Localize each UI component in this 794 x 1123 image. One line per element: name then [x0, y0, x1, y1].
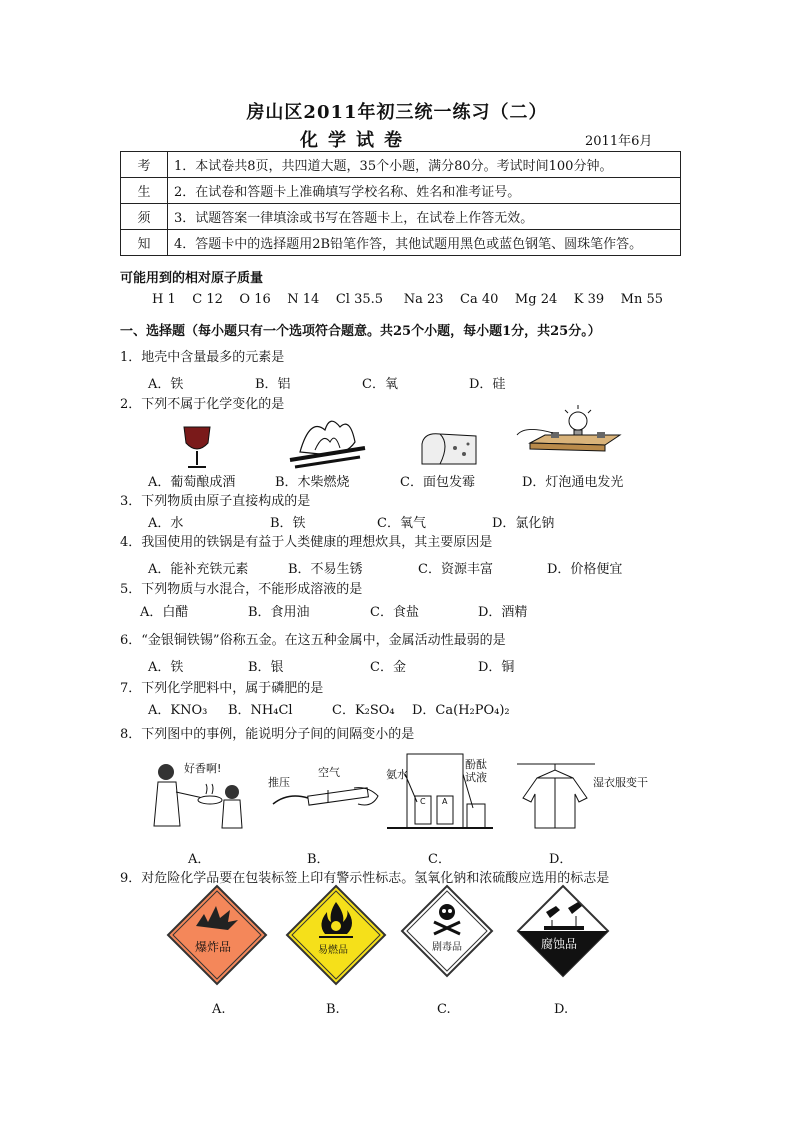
ammonia-text: 氨水: [386, 768, 408, 781]
push-text: 推压: [268, 776, 290, 789]
notice-item: 1．本试卷共8页，共四道大题，35个小题，满分80分。考试时间100分钟。: [168, 152, 681, 178]
q6-option-d: D．铜: [478, 660, 515, 675]
q8-option-a: A．: [188, 852, 211, 867]
beaker-c-label: C: [420, 797, 426, 806]
atomic-values: H 1 C 12 O 16 N 14 Cl 35.5 Na 23 Ca 40 Mg 24 K 39 Mn 55: [152, 292, 664, 307]
atomic-heading: 可能用到的相对原子质量: [120, 271, 264, 286]
q4-option-d: D．价格便宜: [547, 562, 623, 577]
q1-option-b: B．铝: [255, 377, 291, 392]
wine-glass-icon: [180, 425, 214, 470]
q1-option-a: A．铁: [148, 377, 184, 392]
q6-option-b: B．银: [248, 660, 284, 675]
page-title: 房山区2011年初三统一练习（二）: [246, 102, 548, 123]
q3-option-a: A．水: [148, 516, 184, 531]
air-text: 空气: [318, 766, 340, 779]
exam-date: 2011年6月: [585, 134, 653, 149]
q7-option-b: B．NH₄Cl: [228, 703, 293, 718]
notice-key: 须: [121, 204, 168, 230]
question-7: 7．下列化学肥料中，属于磷肥的是: [120, 681, 324, 696]
q9-option-c: C.: [437, 1002, 451, 1017]
q5-option-a: A．白醋: [140, 605, 189, 620]
q5-option-b: B．食用油: [248, 605, 310, 620]
question-8: 8．下列图中的事例，能说明分子间的间隔变小的是: [120, 727, 415, 742]
sign-flammable-label: 易燃品: [318, 945, 348, 956]
notice-key: 知: [121, 230, 168, 256]
flammable-sign-icon: [285, 884, 387, 986]
q3-option-d: D．氯化钠: [492, 516, 555, 531]
speech-text: 好香啊!: [184, 762, 222, 775]
notice-item: 3．试题答案一律填涂或书写在答题卡上，在试卷上作答无效。: [168, 204, 681, 230]
sign-toxic-label: 剧毒品: [432, 942, 462, 953]
q7-option-d: D．Ca(H₂PO₄)₂: [412, 703, 510, 718]
q2-option-b: B．木柴燃烧: [275, 475, 350, 490]
q9-option-d: D.: [554, 1002, 569, 1017]
sign-corrosive-label: 腐蚀品: [541, 937, 578, 951]
notice-item: 4．答题卡中的选择题用2B铅笔作答，其他试题用黑色或蓝色钢笔、圆珠笔作答。: [168, 230, 681, 256]
notice-key: 考: [121, 152, 168, 178]
question-1: 1．地壳中含量最多的元素是: [120, 350, 285, 365]
q9-option-b: B.: [326, 1002, 340, 1017]
q2-option-a: A．葡萄酿成酒: [148, 475, 236, 490]
question-4: 4．我国使用的铁锅是有益于人类健康的理想炊具，其主要原因是: [120, 535, 493, 550]
toxic-sign-icon: [400, 884, 494, 978]
light-bulb-circuit-icon: [515, 405, 625, 457]
q5-option-d: D．酒精: [478, 605, 528, 620]
q7-option-c: C．K₂SO₄: [332, 703, 395, 718]
question-9: 9．对危险化学品要在包装标签上印有警示性标志。氢氧化钠和浓硫酸应选用的标志是: [120, 871, 610, 886]
q8-option-b: B．: [307, 852, 330, 867]
q1-option-c: C．氧: [362, 377, 398, 392]
q2-option-c: C．面包发霉: [400, 475, 475, 490]
phenol-text: 酚酞 试液: [465, 758, 487, 784]
page-subtitle: 化学试卷: [300, 130, 412, 151]
q8-option-d: D．: [549, 852, 573, 867]
question-5: 5．下列物质与水混合，不能形成溶液的是: [120, 582, 363, 597]
question-6: 6．“金银铜铁锡”俗称五金。在这五种金属中，金属活动性最弱的是: [120, 633, 506, 648]
notice-item: 2．在试卷和答题卡上准确填写学校名称、姓名和准考证号。: [168, 178, 681, 204]
corrosive-sign-icon: [516, 884, 610, 978]
q5-option-c: C．食盐: [370, 605, 419, 620]
section-heading: 一、选择题（每小题只有一个选项符合题意。共25个小题，每小题1分，共25分。）: [120, 324, 601, 339]
moldy-bread-icon: [420, 430, 480, 468]
smell-food-figure: [148, 758, 248, 830]
q6-option-a: A．铁: [148, 660, 184, 675]
q7-option-a: A．KNO₃: [148, 703, 208, 718]
question-2: 2．下列不属于化学变化的是: [120, 397, 285, 412]
beaker-a-label: A: [442, 797, 448, 806]
sign-explosive-label: 爆炸品: [195, 940, 232, 954]
q8-option-c: C．: [428, 852, 451, 867]
syringe-icon: [268, 782, 388, 818]
q4-option-c: C．资源丰富: [418, 562, 493, 577]
notice-table: [120, 151, 681, 256]
notice-key: 生: [121, 178, 168, 204]
q4-option-b: B．不易生锈: [288, 562, 363, 577]
question-3: 3．下列物质由原子直接构成的是: [120, 494, 311, 509]
q2-option-d: D．灯泡通电发光: [522, 475, 624, 490]
explosive-sign-icon: [166, 884, 268, 986]
clothes-text: 湿衣服变干: [593, 776, 648, 789]
q3-option-c: C．氧气: [377, 516, 426, 531]
q6-option-c: C．金: [370, 660, 406, 675]
q4-option-a: A．能补充铁元素: [148, 562, 249, 577]
q3-option-b: B．铁: [270, 516, 306, 531]
q1-option-d: D．硅: [469, 377, 506, 392]
burning-wood-icon: [285, 412, 370, 472]
wet-clothes-icon: [515, 758, 595, 830]
q9-option-a: A.: [212, 1002, 226, 1017]
